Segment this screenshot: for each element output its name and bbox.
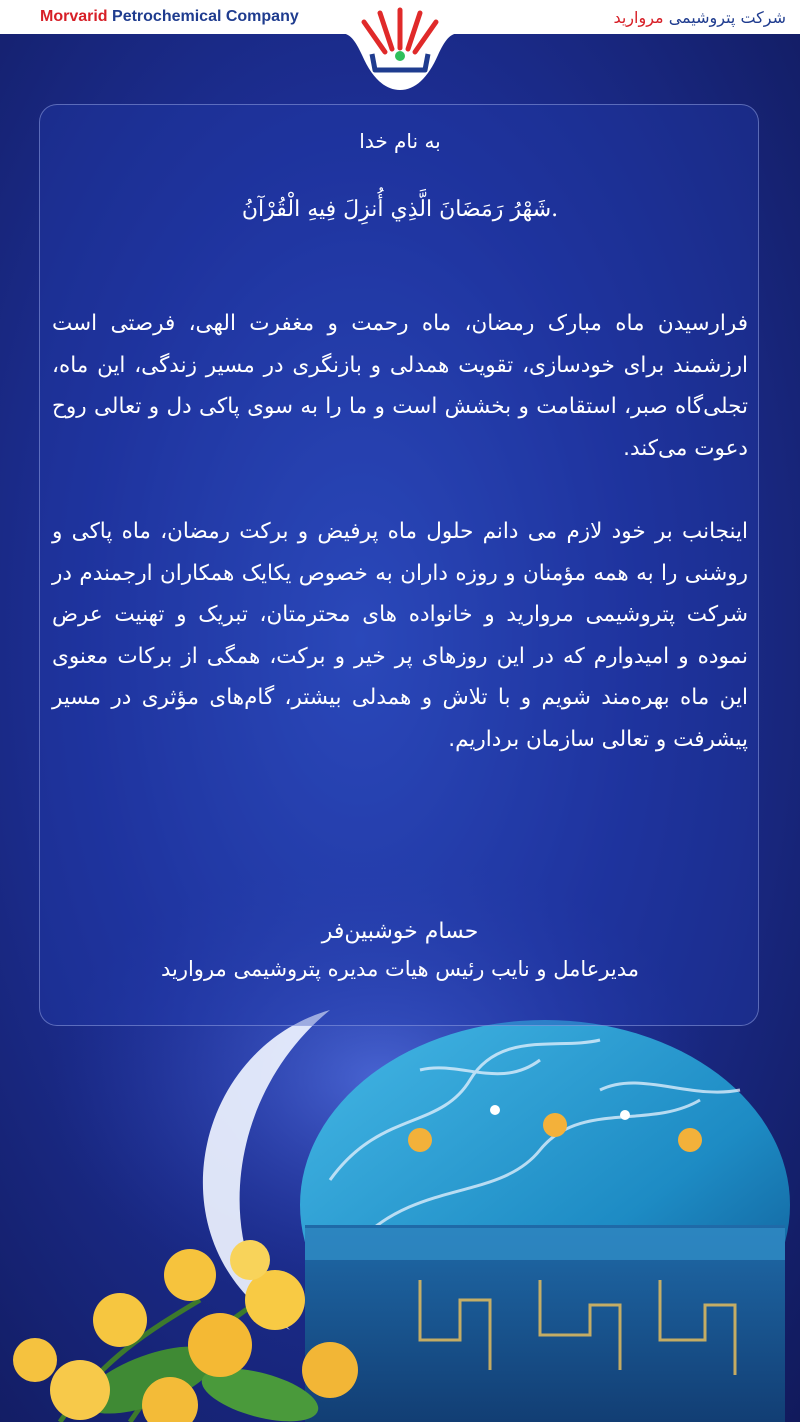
company-name-en-brand: Morvarid bbox=[40, 8, 108, 25]
company-name-en-rest: Petrochemical Company bbox=[107, 8, 299, 25]
quran-verse: .شَهْرُ رَمَضَانَ الَّذِي أُنزِلَ فِيهِ الْقُرْآنُ bbox=[241, 197, 559, 222]
bismillah-heading: به نام خدا bbox=[359, 129, 441, 153]
company-name-fa-prefix: شرکت پتروشیمی bbox=[663, 7, 786, 27]
message-paragraph-2: اینجانب بر خود لازم می دانم حلول ماه پرفیض و برکت رمضان، ماه پاکی و روشنی را به همه مؤمنان و روزه داران به خصوص یکایک همکاران ارجمندم در شرکت پتروشیمی مروارید و خانواده های محترمتان، تبریک و تهنیت عرض نموده و امیدوارم که در این روزهای پر خیر و برکت، همگی از برکات معنوی این ماه بهره‌مند شویم و با تلاش و همدلی بیشتر، گام‌های مؤثری در مسیر پیشرفت و تعالی سازمان برداریم. bbox=[52, 519, 748, 752]
message-card bbox=[39, 104, 759, 1026]
message-paragraph-1: فرارسیدن ماه مبارک رمضان، ماه رحمت و مغفرت الهی، فرصتی است ارزشمند برای خودسازی، تقویت همدلی و بازنگری در مسیر زندگی، این ماه، تجلی‌گاه صبر، استقامت و بخشش است و ما را به سوی پاکی دل و تعالی روح دعوت می‌کند. bbox=[52, 311, 748, 461]
logo-pearl-icon bbox=[395, 51, 405, 61]
calligraphy-band bbox=[305, 1228, 785, 1260]
company-logo bbox=[0, 0, 800, 100]
company-name-fa-brand: مروارید bbox=[613, 7, 664, 27]
signer-title: مدیرعامل و نایب رئیس هیات مدیره پتروشیمی مروارید bbox=[160, 957, 640, 981]
signer-name: حسام خوشبین‌فر bbox=[321, 919, 479, 944]
